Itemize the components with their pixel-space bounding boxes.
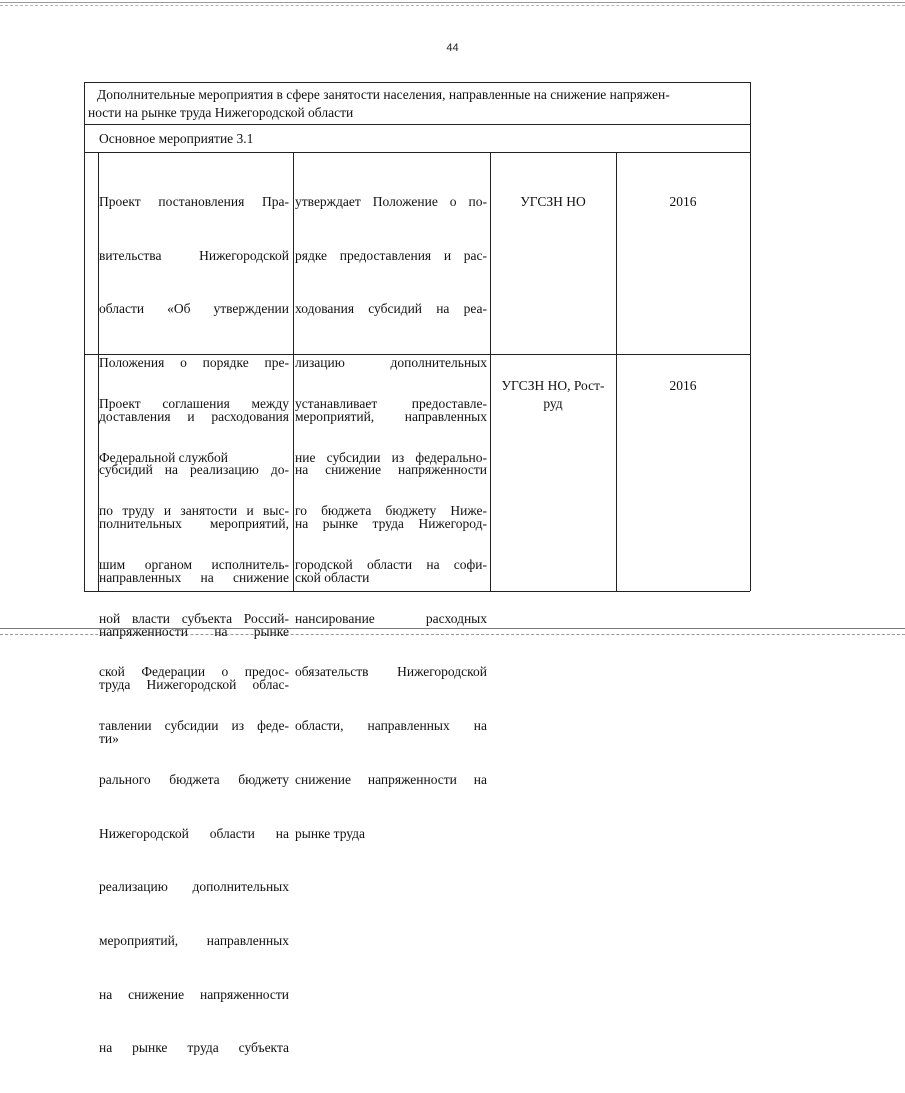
content-line: области, направленных на <box>295 718 487 734</box>
row-1-year-cell: 2016 <box>669 194 697 209</box>
column-divider <box>490 152 491 591</box>
document-line: рального бюджета бюджету <box>99 771 289 787</box>
document-line: области «Об утверждении <box>99 301 289 317</box>
document-line: Федеральной службой <box>99 449 228 465</box>
document-line: на рынке труда субъекта <box>99 1040 289 1056</box>
section-header-line: Дополнительные мероприятия в сфере занятости населения, направленные на снижение напряжен- <box>97 87 670 102</box>
document-line: мероприятий, направленных <box>99 933 289 948</box>
document-line: на снижение напряженности <box>99 986 289 1002</box>
document-line: полнительных мероприятий, <box>99 516 289 532</box>
document-line: труда Нижегородской облас- <box>99 677 289 693</box>
table-border-left <box>84 82 85 591</box>
document-line: шим органом исполнитель- <box>99 556 289 572</box>
document-line: ной власти субъекта Россий- <box>99 610 289 626</box>
content-line: городской области на софи- <box>295 556 487 572</box>
row-2-document-cell <box>99 359 289 1093</box>
document-line: реализацию дополнительных <box>99 879 289 895</box>
content-line: на снижение напряженности <box>295 462 487 478</box>
document-line: направленных на снижение <box>99 569 289 585</box>
content-line: снижение напряженности на <box>295 771 487 787</box>
document-line: Нижегородской области на <box>99 825 289 841</box>
document-line: Проект соглашения между <box>99 395 289 411</box>
table-border-top <box>84 82 750 83</box>
content-line: ходования субсидий на реа- <box>295 301 487 317</box>
content-line: устанавливает предоставле- <box>295 395 487 411</box>
subheader: Основное мероприятие 3.1 <box>99 131 254 146</box>
content-line: лизацию дополнительных <box>295 354 487 370</box>
document-line: по труду и занятости и выс- <box>99 503 289 519</box>
row-divider <box>84 152 750 153</box>
content-line: ние субсидии из федерально- <box>295 449 487 465</box>
measures-table <box>84 82 750 1056</box>
content-line: рядке предоставления и рас- <box>295 247 487 263</box>
scan-edge-top-dashed <box>0 5 905 6</box>
document-line: вительства Нижегородской <box>99 247 289 263</box>
content-line: мероприятий, направленных <box>295 408 487 424</box>
content-line: на рынке труда Нижегород- <box>295 516 487 532</box>
page-number: 44 <box>446 42 459 54</box>
document-line: Положения о порядке пре- <box>99 354 289 370</box>
content-line: утверждает Положение о по- <box>295 193 487 209</box>
content-line: нансирование расходных <box>295 610 487 626</box>
content-line: рынке труда <box>295 825 366 841</box>
document-line: ской Федерации о предос- <box>99 664 289 680</box>
document-line: доставления и расходования <box>99 408 289 424</box>
document-line: напряженности на рынке <box>99 623 289 639</box>
content-line: ской области <box>295 569 370 585</box>
document-line: тавлении субсидии из феде- <box>99 718 289 734</box>
row-2-year-cell: 2016 <box>669 378 697 393</box>
row-2-executor-cell: УГСЗН НО, Рост-руд <box>501 378 605 411</box>
document-line: Проект постановления Пра- <box>99 193 289 209</box>
row-2-content-cell <box>295 359 487 878</box>
column-divider <box>293 152 294 591</box>
section-header-line: ности на рынке труда Нижегородской области <box>88 105 354 120</box>
document-line: ти» <box>99 731 119 746</box>
section-header <box>85 86 747 122</box>
content-line: го бюджета бюджету Ниже- <box>295 503 487 519</box>
content-line: обязательств Нижегородской <box>295 664 487 680</box>
table-border-right <box>750 82 751 591</box>
row-1-executor-cell: УГСЗН НО <box>520 194 586 209</box>
scan-edge-top <box>0 2 905 3</box>
document-line: субсидий на реализацию до- <box>99 462 289 478</box>
row-divider <box>84 124 750 125</box>
column-divider <box>616 152 617 591</box>
